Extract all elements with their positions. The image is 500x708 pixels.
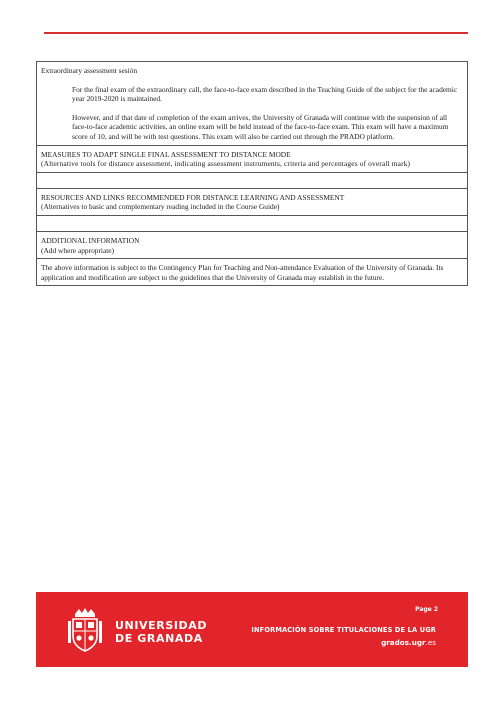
assessment-table (36, 61, 468, 286)
additional-heading: ADDITIONAL INFORMATION (41, 235, 140, 245)
measures-row (37, 145, 468, 172)
measures-heading: MEASURES TO ADAPT SINGLE FINAL ASSESSMENT TO DISTANCE MODE (41, 149, 291, 159)
university-name-line-1: UNIVERSIDAD (115, 619, 208, 632)
university-name-line-2: DE GRANADA (115, 632, 203, 645)
additional-row (37, 231, 468, 258)
measures-blank-row (37, 172, 468, 188)
measures-cell (37, 145, 468, 172)
contingency-row (37, 259, 468, 286)
resources-heading: RESOURCES AND LINKS RECOMMENDED FOR DISTANCE LEARNING AND ASSESSMENT (41, 192, 345, 202)
additional-cell (37, 231, 468, 258)
extraordinary-row (37, 62, 468, 146)
degrees-site-link[interactable] (381, 638, 436, 647)
resources-cell (37, 188, 468, 215)
degrees-info-label: INFORMACIÓN SOBRE TITULACIONES DE LA UGR (251, 626, 436, 634)
extraordinary-heading: Extraordinary assessment sesión (41, 66, 138, 75)
measures-blank-cell (37, 172, 468, 188)
contingency-note: The above information is subject to the Contingency Plan for Teaching and Non-attendance Evaluation of the University of Granada. Its application and modification are subject to the guidelines that the University of Granada may establish in the future. (41, 263, 444, 282)
measures-subtitle: (Alternative tools for distance assessment, indicating assessment instruments, criteria and percentages of overall mark) (41, 159, 411, 169)
header-rule (44, 32, 468, 34)
footer-banner (36, 592, 468, 667)
extraordinary-paragraph-1: For the final exam of the extraordinary call, the face-to-face exam described in the Teaching Guide of the subject for the academic year 2019-2020 is maintained. (72, 84, 458, 104)
site-main: grados.ugr (381, 638, 426, 647)
page-number: Page 2 (415, 606, 438, 613)
contingency-cell (37, 259, 468, 286)
site-suffix: .es (425, 638, 436, 647)
university-seal-icon (66, 607, 104, 653)
university-name (115, 619, 207, 645)
extraordinary-paragraph-2: However, and if that date of completion of the exam arrives, the University of Granada will continue with the suspension of all face-to-face academic activities, an online exam will be held instead of the face-to-face exam. This exam will have a maximum score of 10, and will be with test questions. This exam will also be carried out through the PRADO platform. (72, 112, 449, 141)
additional-subtitle: (Add where appropriate) (41, 245, 115, 255)
resources-subtitle: (Alternatives to basic and complementary reading included in the Course Guide) (41, 202, 280, 212)
extraordinary-cell (37, 62, 468, 146)
resources-blank-cell (37, 215, 468, 231)
resources-blank-row (37, 215, 468, 231)
resources-row (37, 188, 468, 215)
